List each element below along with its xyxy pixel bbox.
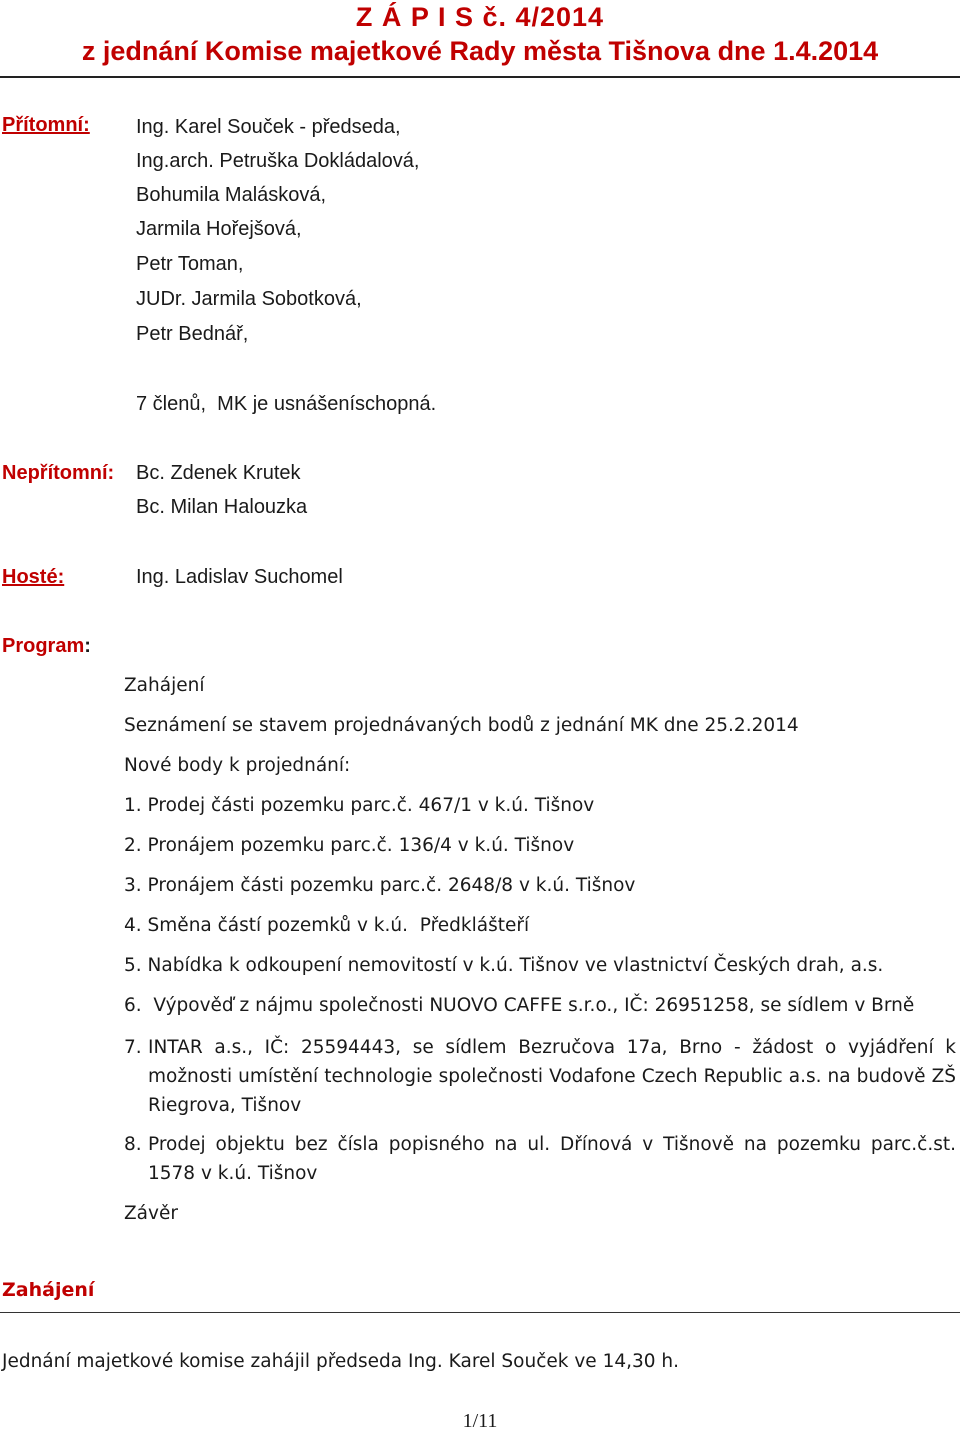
item-number: 4. — [124, 915, 142, 936]
item-number: 2. — [124, 835, 142, 856]
program-label: Program: — [2, 635, 91, 657]
section-heading: Zahájení — [2, 1279, 95, 1301]
present-member: Ing.arch. Petruška Dokládalová, — [136, 150, 420, 172]
program-review: Seznámení se stavem projednávaných bodů z jednání MK dne 25.2.2014 — [124, 715, 799, 736]
item-text: Pronájem části pozemku parc.č. 2648/8 v k.ú. Tišnov — [147, 875, 636, 896]
item-number: 7. — [124, 1037, 142, 1058]
item-number: 1. — [124, 795, 142, 816]
header-divider — [0, 76, 960, 78]
item-text: Výpověď z nájmu společnosti NUOVO CAFFE s.r.o., IČ: 26951258, se sídlem v Brně — [147, 995, 915, 1016]
absent-member: Bc. Milan Halouzka — [136, 496, 308, 518]
program-item-text: Prodej objektu bez čísla popisného na ul. Dřínová v Tišnově na pozemku parc.č.st. 1578 v k.ú. Tišnov — [148, 1134, 956, 1184]
present-member: Petr Bednář, — [136, 323, 249, 345]
present-label: Přítomní: — [2, 114, 90, 136]
document-subtitle: z jednání Komise majetkové Rady města Tišnova dne 1.4.2014 — [81, 36, 879, 66]
program-item — [124, 915, 529, 936]
program-item — [124, 955, 883, 976]
page-number: 1/11 — [462, 1410, 498, 1432]
present-member: Petr Toman, — [136, 253, 244, 275]
program-item — [124, 795, 594, 816]
item-number: 5. — [124, 955, 142, 976]
item-text: Směna částí pozemků v k.ú. Předklášteří — [147, 915, 530, 936]
present-member: Bohumila Malásková, — [136, 184, 327, 206]
guests-label: Hosté: — [2, 566, 65, 588]
program-item — [124, 995, 914, 1016]
item-number: 3. — [124, 875, 142, 896]
item-text: Pronájem pozemku parc.č. 136/4 v k.ú. Tišnov — [147, 835, 575, 856]
absent-label: Nepřítomní: — [2, 462, 115, 484]
item-number: 8. — [124, 1134, 142, 1155]
quorum-statement: 7 členů, MK je usnášeníschopná. — [136, 393, 437, 415]
program-item — [124, 875, 635, 896]
document-title: Z Á P I S č. 4/2014 — [355, 2, 605, 32]
program-item-text: INTAR a.s., IČ: 25594443, se sídlem Bezručova 17a, Brno - žádost o vyjádření k možnosti umístění technologie společnosti Vodafone Czech Republic a.s. na budově ZŠ Riegrova, Tišnov — [148, 1037, 956, 1116]
section-text: Jednání majetkové komise zahájil předseda Ing. Karel Souček ve 14,30 h. — [2, 1351, 680, 1372]
program-new-items-label: Nové body k projednání: — [124, 755, 351, 776]
item-text: Prodej části pozemku parc.č. 467/1 v k.ú. Tišnov — [147, 795, 595, 816]
absent-member: Bc. Zdenek Krutek — [136, 462, 301, 484]
item-number: 6. — [124, 995, 142, 1016]
program-opening: Zahájení — [124, 675, 205, 696]
section-divider — [0, 1312, 960, 1313]
guest-member: Ing. Ladislav Suchomel — [136, 566, 343, 588]
item-text: Nabídka k odkoupení nemovitostí v k.ú. Tišnov ve vlastnictví Českých drah, a.s. — [147, 955, 884, 976]
program-closing: Závěr — [124, 1203, 178, 1224]
present-member: Jarmila Hořejšová, — [136, 218, 302, 240]
present-member: JUDr. Jarmila Sobotková, — [136, 288, 362, 310]
program-item — [124, 835, 574, 856]
present-member: Ing. Karel Souček - předseda, — [136, 116, 401, 138]
